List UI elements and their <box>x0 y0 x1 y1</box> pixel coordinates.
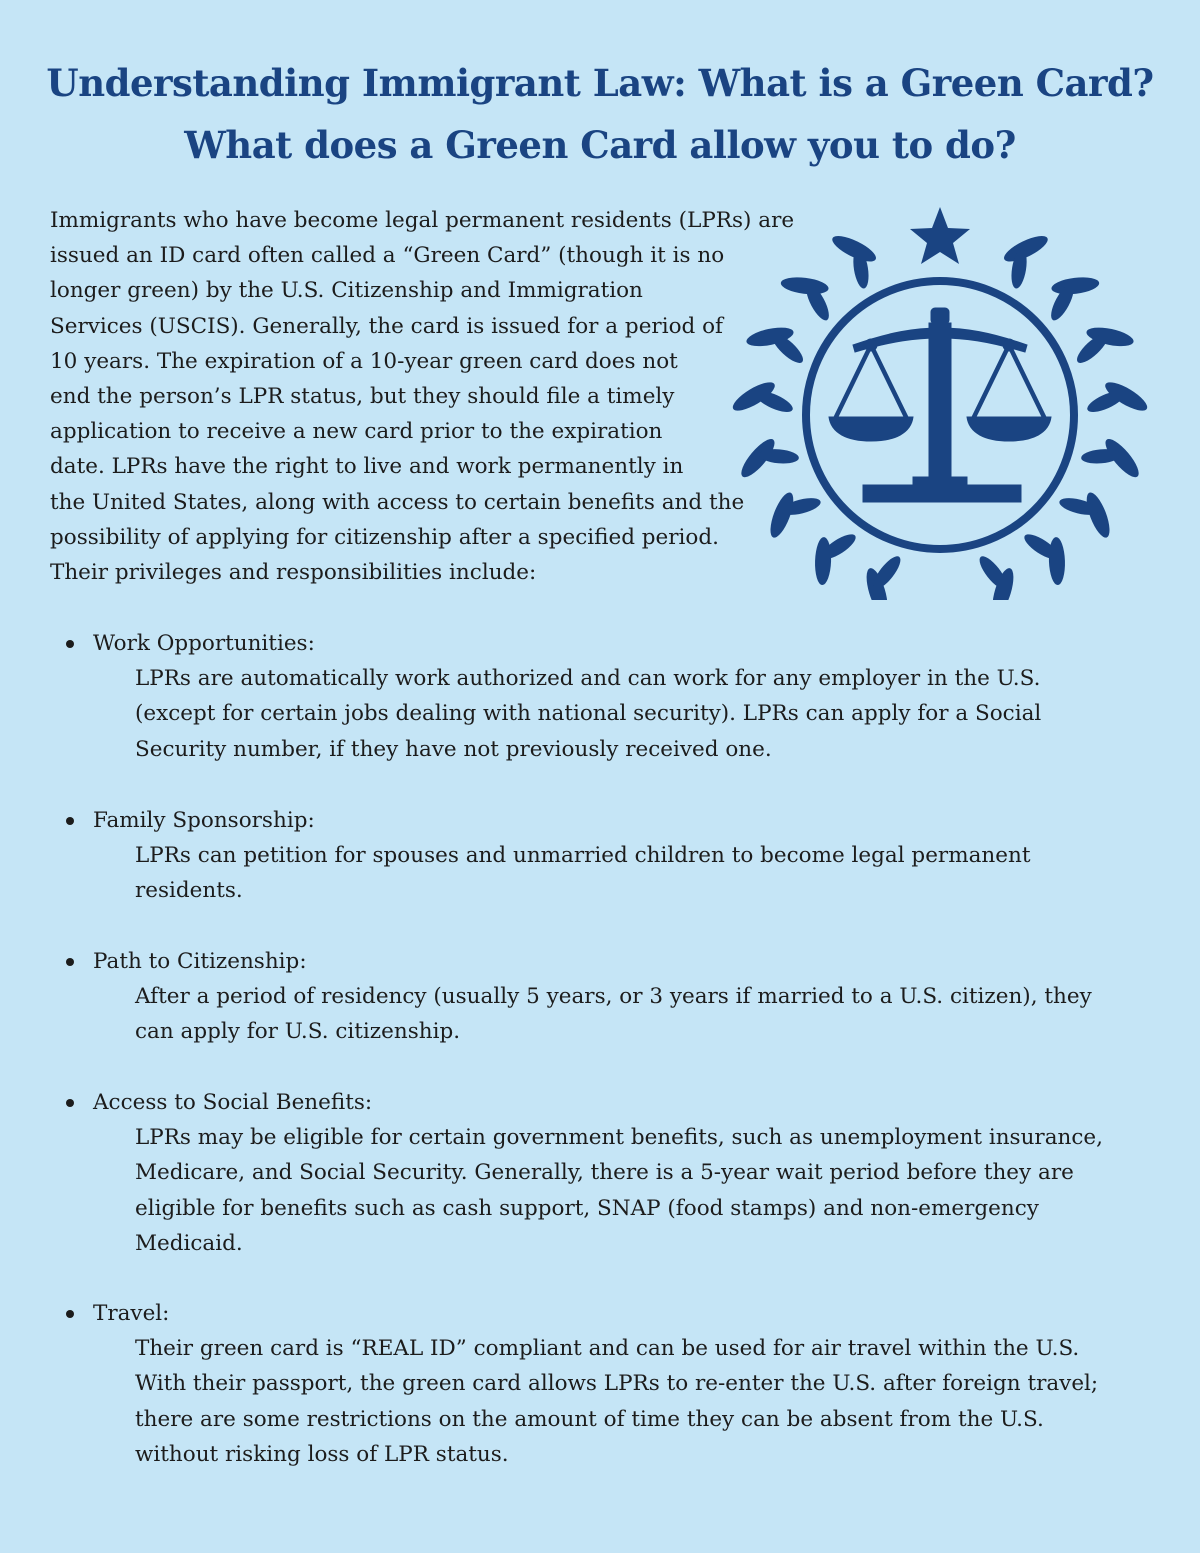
laurel-leaf <box>814 537 832 586</box>
benefit-title: Work Opportunities: <box>93 631 315 656</box>
benefit-title: Travel: <box>93 1301 170 1326</box>
benefit-description <box>135 1331 1165 1472</box>
title-line-2: What does a Green Card allow you to do? <box>184 123 1016 167</box>
laurel-leaf <box>1051 275 1101 297</box>
bullet-icon <box>66 958 74 966</box>
benefit-line: LPRs may be eligible for certain government benefits, such as unemployment insurance, <box>135 1125 1103 1151</box>
benefit-line: (except for certain jobs dealing with national security). LPRs can apply for a Social <box>135 701 1042 727</box>
intro-line: date. LPRs have the right to live and work permanently in <box>50 454 684 480</box>
scales-of-justice-icon <box>725 205 1155 600</box>
intro-line: end the person’s LPR status, but they should file a timely <box>50 384 675 410</box>
benefit-line: eligible for benefits such as cash support, SNAP (food stamps) and non-emergency <box>135 1195 1039 1221</box>
scales-icon <box>829 308 1051 502</box>
intro-line: Their privileges and responsibilities include: <box>50 560 537 586</box>
benefit-description <box>135 1120 1165 1261</box>
benefit-line: residents. <box>135 878 243 904</box>
benefit-line: Medicare, and Social Security. Generally, there is a 5-year wait period before they are <box>135 1160 1074 1186</box>
benefit-title: Access to Social Benefits: <box>93 1090 373 1115</box>
benefit-line: there are some restrictions on the amount of time they can be absent from the U.S. <box>135 1406 1044 1432</box>
benefit-description <box>135 979 1165 1049</box>
bullet-icon <box>66 640 74 648</box>
laurel-leaf <box>780 275 830 297</box>
bullet-icon <box>66 1099 74 1107</box>
intro-line: application to receive a new card prior to the expiration <box>50 419 663 445</box>
bullet-icon <box>66 817 74 825</box>
benefit-line: can apply for U.S. citizenship. <box>135 1019 461 1045</box>
benefit-description <box>135 661 1165 767</box>
intro-line: 10 years. The expiration of a 10-year green card does not <box>50 348 678 374</box>
benefit-line: Their green card is “REAL ID” compliant and can be used for air travel within the U.S. <box>135 1336 1080 1362</box>
intro-line: longer green) by the U.S. Citizenship and Immigration <box>50 278 643 304</box>
benefit-social <box>0 1085 1200 1261</box>
benefit-title: Path to Citizenship: <box>93 949 307 974</box>
page-title <box>0 52 1200 176</box>
benefit-line: With their passport, the green card allows LPRs to re-enter the U.S. after foreign travel; <box>135 1371 1099 1397</box>
bullet-icon <box>66 1310 74 1318</box>
benefit-line: After a period of residency (usually 5 years, or 3 years if married to a U.S. citizen), they <box>135 984 1092 1010</box>
intro-line: possibility of applying for citizenship after a specified period. <box>50 524 719 550</box>
benefit-travel <box>0 1296 1200 1472</box>
title-line-1: Understanding Immigrant Law: What is a Green Card? <box>46 61 1154 105</box>
benefit-family <box>0 803 1200 909</box>
benefit-line: Medicaid. <box>135 1230 243 1256</box>
benefit-line: LPRs are automatically work authorized and can work for any employer in the U.S. <box>135 666 1041 692</box>
intro-line: the United States, along with access to certain benefits and the <box>50 489 745 515</box>
intro-line: Immigrants who have become legal permanent residents (LPRs) are <box>50 208 795 233</box>
benefit-line: LPRs can petition for spouses and unmarried children to become legal permanent <box>135 843 1031 869</box>
benefit-line: Security number, if they have not previously received one. <box>135 736 772 762</box>
laurel-leaf <box>1082 490 1114 541</box>
benefit-description <box>135 838 1165 908</box>
laurel-leaf <box>766 490 798 541</box>
star-icon <box>910 207 970 264</box>
laurel-right-icon <box>975 231 1151 600</box>
laurel-left-icon <box>729 231 905 600</box>
benefit-citizenship <box>0 944 1200 1050</box>
laurel-leaf <box>1048 537 1066 586</box>
benefit-line: without risking loss of LPR status. <box>135 1441 509 1467</box>
benefit-title: Family Sponsorship: <box>93 808 315 833</box>
intro-line: Services (USCIS). Generally, the card is issued for a period of <box>50 313 724 339</box>
intro-paragraph <box>50 203 810 590</box>
benefit-work <box>0 626 1200 767</box>
intro-line: issued an ID card often called a “Green Card” (though it is no <box>50 243 725 269</box>
